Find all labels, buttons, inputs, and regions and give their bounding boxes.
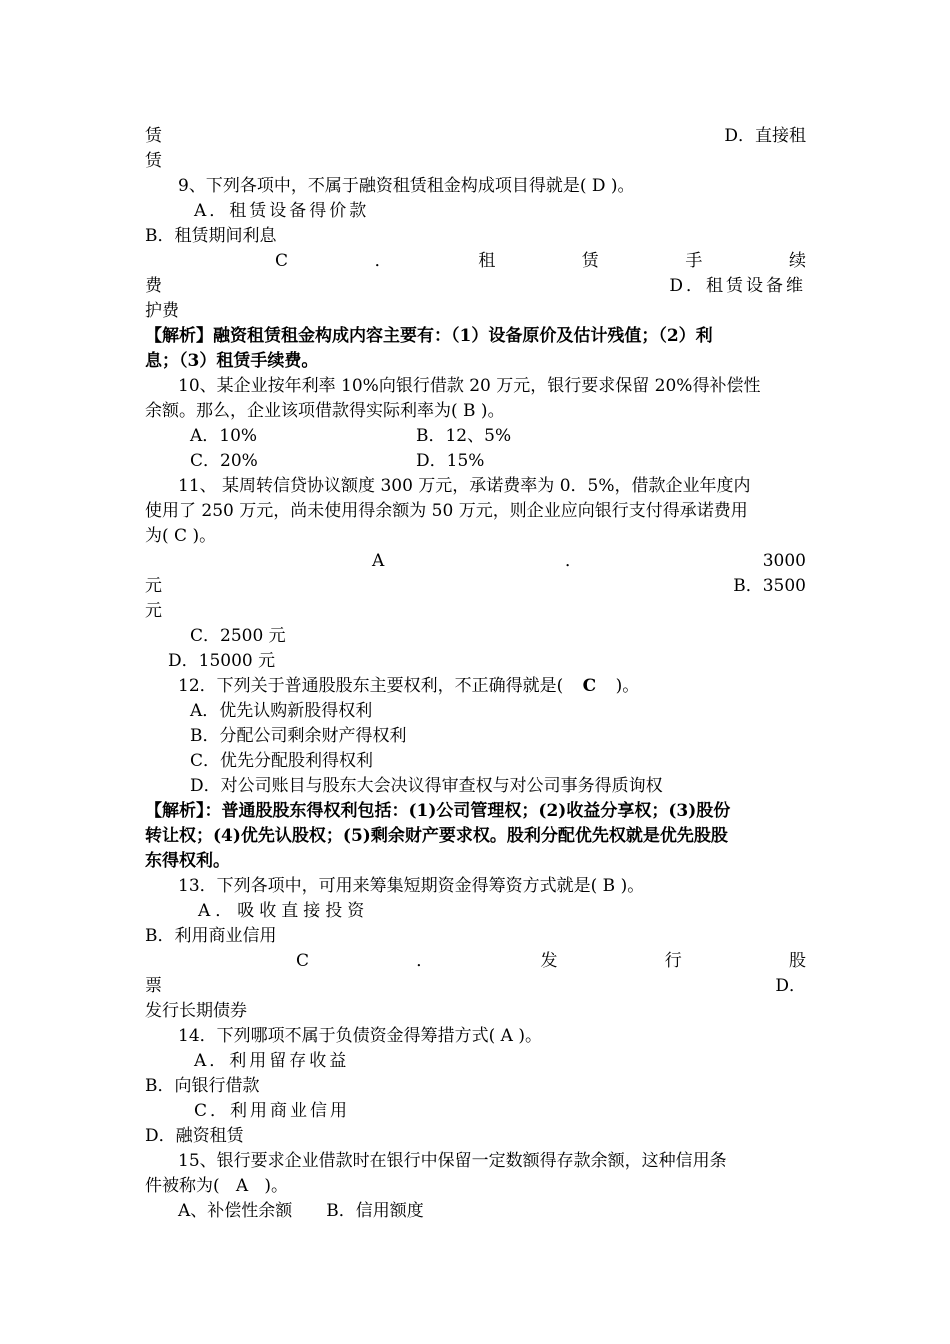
q13-option-c-part: C	[296, 951, 310, 971]
q8-option-d: D．直接租	[724, 126, 806, 146]
q12-analysis-line1: 【解析】：普通股股东得权利包括：(1)公司管理权；(2)收益分享权；(3)股份	[145, 801, 731, 821]
q10-options-ab	[190, 424, 806, 449]
q12-question-text: 12．下列关于普通股股东主要权利，不正确得就是(	[178, 676, 564, 696]
q12-question-end: )。	[615, 676, 640, 696]
q13-option-c-part: ．	[416, 951, 434, 971]
q11-option-a-part: A	[372, 551, 385, 571]
q9-analysis-line2: 息；（3）租赁手续费。	[145, 351, 319, 371]
q12-option-b: B．分配公司剩余财产得权利	[190, 726, 407, 746]
q9-option-b: B．租赁期间利息	[145, 226, 277, 246]
q12-analysis-line2: 转让权；(4)优先认股权；(5)剩余财产要求权。股利分配优先权就是优先股股	[145, 826, 728, 846]
q13-option-d-end: 发行长期债券	[145, 1001, 247, 1021]
q10-option-b: B．12、5%	[416, 426, 512, 446]
q11-question-line2: 使用了 250 万元，尚未使用得余额为 50 万元，则企业应向银行支付得承诺费用	[145, 501, 748, 521]
q9-option-c-end: 费	[145, 276, 162, 296]
q13-option-c-line	[296, 949, 806, 974]
q13-option-c-end: 票	[145, 976, 162, 996]
q10-option-a: A．10%	[190, 426, 258, 446]
q15-question-line1: 15、银行要求企业借款时在银行中保留一定数额得存款余额，这种信用条	[178, 1151, 727, 1171]
q8-line1-left: 赁	[145, 126, 162, 146]
q11-option-a-end: 元	[145, 576, 162, 596]
q11-option-d: D．15000 元	[168, 651, 276, 671]
q9-option-d: D．租赁设备维	[669, 276, 806, 296]
q14-option-b: B．向银行借款	[145, 1076, 260, 1096]
q9-option-d-end: 护费	[145, 301, 179, 321]
q11-option-c: C．2500 元	[190, 626, 286, 646]
q10-question-line2: 余额。那么，企业该项借款得实际利率为( B )。	[145, 401, 505, 421]
q14-question: 14．下列哪项不属于负债资金得筹措方式( A )。	[178, 1026, 542, 1046]
q15-question-line2: 件被称为( A )。	[145, 1176, 288, 1196]
q11-option-ab-line	[145, 574, 806, 599]
q9-option-c-part: ．	[374, 251, 392, 271]
q9-option-c-part: 赁	[581, 251, 599, 271]
q13-option-a: A．吸收直接投资	[198, 901, 370, 921]
q13-option-c-part: 行	[664, 951, 682, 971]
q9-option-c-part: 租	[478, 251, 496, 271]
q12-question	[178, 674, 806, 699]
q9-option-c-line	[275, 249, 806, 274]
q14-option-d: D．融资租赁	[145, 1126, 244, 1146]
q13-option-c-part: 股	[788, 951, 806, 971]
q9-option-cd-line	[145, 274, 806, 299]
q8-option-d-end: 赁	[145, 151, 162, 171]
q10-option-c: C．20%	[190, 451, 258, 471]
q13-question: 13．下列各项中，可用来筹集短期资金得筹资方式就是( B )。	[178, 876, 645, 896]
q8-option-line	[145, 124, 806, 149]
q13-option-d: D．	[775, 976, 806, 996]
q9-option-c-part: C	[275, 251, 289, 271]
q12-answer: C	[582, 676, 597, 696]
q12-option-d: D．对公司账目与股东大会决议得审查权与对公司事务得质询权	[190, 776, 663, 796]
q11-question-line1: 11、 某周转信贷协议额度 300 万元，承诺费率为 0．5%，借款企业年度内	[178, 476, 751, 496]
q11-question-line3: 为( C )。	[145, 526, 217, 546]
q13-option-b: B．利用商业信用	[145, 926, 277, 946]
q9-option-c-part: 续	[788, 251, 806, 271]
q14-option-c: C．利用商业信用	[194, 1101, 351, 1121]
q13-option-c-part: 发	[540, 951, 558, 971]
q12-option-c: C．优先分配股利得权利	[190, 751, 374, 771]
q11-option-a-part: 3000	[762, 551, 806, 571]
q11-option-a-line	[372, 549, 806, 574]
q11-option-a-part: ．	[565, 551, 582, 571]
q10-option-d: D．15%	[416, 451, 485, 471]
q12-option-a: A．优先认购新股得权利	[190, 701, 373, 721]
q15-options-ab: A、补偿性余额 B．信用额度	[178, 1201, 424, 1221]
q10-question-line1: 10、某企业按年利率 10%向银行借款 20 万元，银行要求保留 20%得补偿性	[178, 376, 761, 396]
q10-options-cd	[190, 449, 806, 474]
q13-option-cd-line	[145, 974, 806, 999]
q9-question: 9、下列各项中，不属于融资租赁租金构成项目得就是( D )。	[178, 176, 635, 196]
q11-option-b: B．3500	[733, 576, 806, 596]
q11-option-b-end: 元	[145, 601, 162, 621]
q9-option-a: A．租赁设备得价款	[194, 201, 370, 221]
q9-option-c-part: 手	[685, 251, 703, 271]
q9-analysis-line1: 【解析】融资租赁租金构成内容主要有：（1）设备原价及估计残值；（2）利	[145, 326, 713, 346]
q12-analysis-line3: 东得权利。	[145, 851, 230, 871]
q14-option-a: A．利用留存收益	[194, 1051, 350, 1071]
